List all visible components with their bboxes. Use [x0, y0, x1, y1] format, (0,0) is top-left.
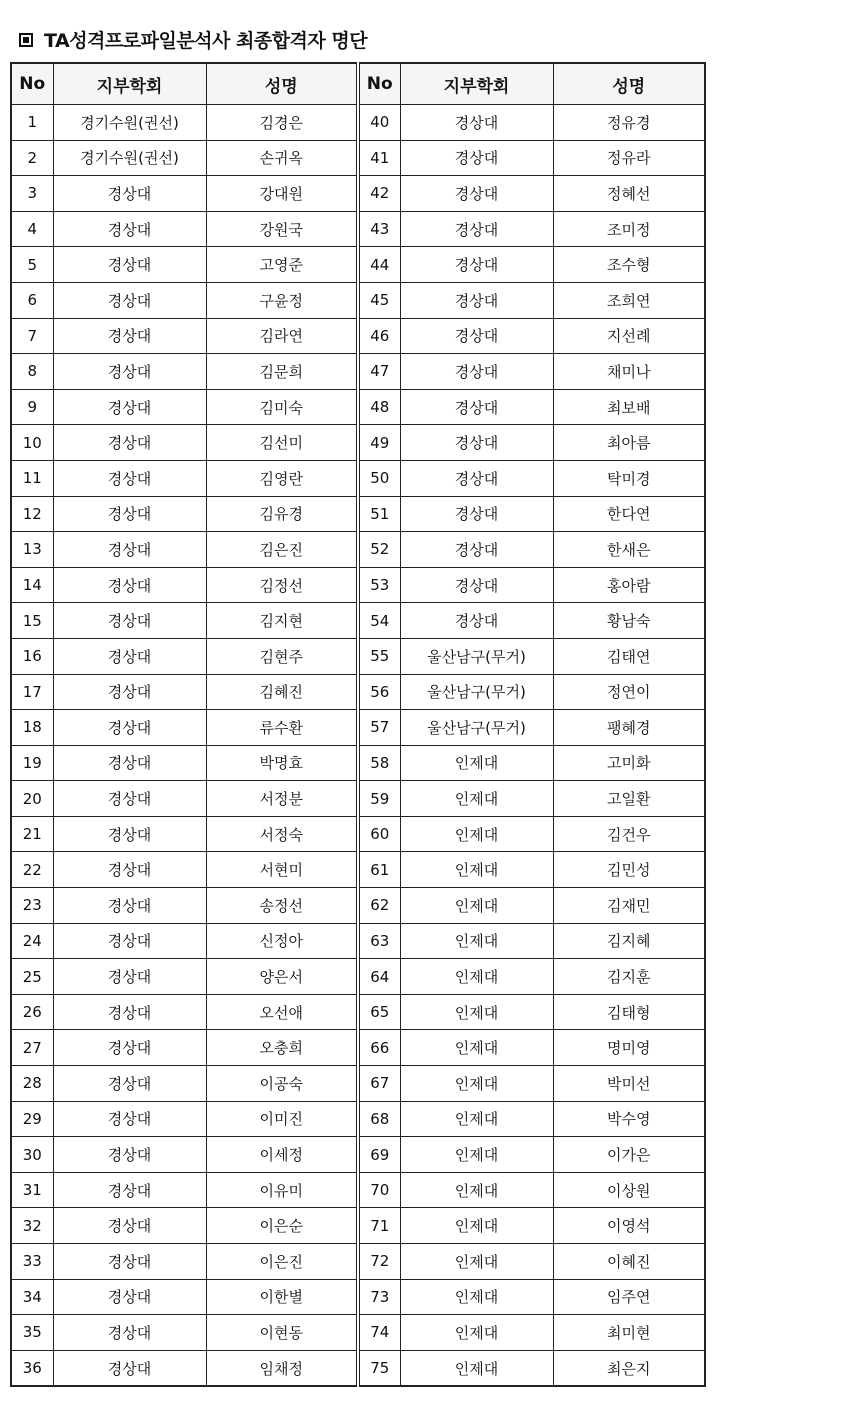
cell-name: 최은지 — [553, 1350, 705, 1386]
cell-no: 62 — [358, 888, 400, 924]
header-row — [11, 63, 705, 105]
cell-branch: 경상대 — [400, 567, 553, 603]
cell-no: 48 — [358, 389, 400, 425]
cell-name: 김현주 — [206, 638, 358, 674]
cell-branch: 경상대 — [400, 176, 553, 212]
table-row — [11, 282, 705, 318]
cell-name: 이혜진 — [553, 1244, 705, 1280]
cell-name: 이은진 — [206, 1244, 358, 1280]
cell-branch: 경상대 — [53, 389, 206, 425]
cell-name: 박명효 — [206, 745, 358, 781]
cell-name: 김문희 — [206, 354, 358, 390]
cell-name: 류수환 — [206, 710, 358, 746]
cell-name: 김라연 — [206, 318, 358, 354]
cell-branch: 인제대 — [400, 745, 553, 781]
cell-branch: 경상대 — [53, 247, 206, 283]
cell-name: 김태형 — [553, 994, 705, 1030]
cell-no: 24 — [11, 923, 53, 959]
cell-branch: 경상대 — [53, 888, 206, 924]
cell-no: 50 — [358, 460, 400, 496]
cell-name: 양은서 — [206, 959, 358, 995]
cell-name: 이가은 — [553, 1137, 705, 1173]
cell-no: 7 — [11, 318, 53, 354]
cell-name: 김건우 — [553, 816, 705, 852]
table-row — [11, 674, 705, 710]
cell-name: 한새은 — [553, 532, 705, 568]
cell-branch: 경상대 — [53, 567, 206, 603]
cell-no: 44 — [358, 247, 400, 283]
cell-no: 15 — [11, 603, 53, 639]
cell-no: 66 — [358, 1030, 400, 1066]
cell-branch: 경상대 — [53, 603, 206, 639]
cell-branch: 경상대 — [53, 425, 206, 461]
cell-name: 김지혜 — [553, 923, 705, 959]
cell-branch: 인제대 — [400, 888, 553, 924]
cell-branch: 인제대 — [400, 1101, 553, 1137]
cell-name: 이미진 — [206, 1101, 358, 1137]
cell-branch: 경상대 — [53, 1208, 206, 1244]
cell-branch: 경상대 — [53, 1030, 206, 1066]
table-row — [11, 816, 705, 852]
cell-no: 12 — [11, 496, 53, 532]
table-row — [11, 140, 705, 176]
cell-name: 김지현 — [206, 603, 358, 639]
cell-name: 박미선 — [553, 1066, 705, 1102]
cell-no: 29 — [11, 1101, 53, 1137]
cell-branch: 경상대 — [400, 603, 553, 639]
table-row — [11, 1244, 705, 1280]
cell-branch: 울산남구(무거) — [400, 710, 553, 746]
cell-no: 73 — [358, 1279, 400, 1315]
cell-branch: 경상대 — [53, 923, 206, 959]
cell-name: 이영석 — [553, 1208, 705, 1244]
page-title-text: TA성격프로파일분석사 최종합격자 명단 — [44, 30, 368, 52]
cell-branch: 경상대 — [400, 105, 553, 141]
cell-no: 8 — [11, 354, 53, 390]
cell-no: 19 — [11, 745, 53, 781]
table-row — [11, 1101, 705, 1137]
cell-name: 신정아 — [206, 923, 358, 959]
table-row — [11, 389, 705, 425]
cell-branch: 경상대 — [400, 496, 553, 532]
cell-branch: 경상대 — [53, 852, 206, 888]
cell-name: 채미나 — [553, 354, 705, 390]
cell-no: 61 — [358, 852, 400, 888]
cell-branch: 경상대 — [53, 460, 206, 496]
cell-no: 57 — [358, 710, 400, 746]
cell-branch: 경상대 — [400, 140, 553, 176]
cell-name: 조미정 — [553, 211, 705, 247]
cell-branch: 경기수원(권선) — [53, 140, 206, 176]
cell-no: 25 — [11, 959, 53, 995]
cell-branch: 인제대 — [400, 994, 553, 1030]
cell-branch: 경기수원(권선) — [53, 105, 206, 141]
cell-no: 43 — [358, 211, 400, 247]
cell-no: 18 — [11, 710, 53, 746]
cell-no: 6 — [11, 282, 53, 318]
table-row — [11, 852, 705, 888]
cell-branch: 경상대 — [53, 710, 206, 746]
cell-branch: 인제대 — [400, 816, 553, 852]
table-row — [11, 1208, 705, 1244]
table-row — [11, 354, 705, 390]
cell-name: 박수영 — [553, 1101, 705, 1137]
cell-no: 34 — [11, 1279, 53, 1315]
cell-branch: 경상대 — [400, 282, 553, 318]
table-row — [11, 211, 705, 247]
cell-branch: 인제대 — [400, 1066, 553, 1102]
header-no: No — [358, 63, 400, 105]
cell-no: 63 — [358, 923, 400, 959]
cell-name: 오충희 — [206, 1030, 358, 1066]
cell-no: 60 — [358, 816, 400, 852]
cell-name: 최아름 — [553, 425, 705, 461]
cell-no: 71 — [358, 1208, 400, 1244]
cell-branch: 경상대 — [53, 959, 206, 995]
table-row — [11, 425, 705, 461]
cell-name: 김태연 — [553, 638, 705, 674]
cell-name: 임주연 — [553, 1279, 705, 1315]
cell-name: 이한별 — [206, 1279, 358, 1315]
cell-name: 김은진 — [206, 532, 358, 568]
header-name: 성명 — [206, 63, 358, 105]
cell-name: 탁미경 — [553, 460, 705, 496]
cell-name: 명미영 — [553, 1030, 705, 1066]
cell-no: 52 — [358, 532, 400, 568]
cell-no: 58 — [358, 745, 400, 781]
cell-branch: 인제대 — [400, 923, 553, 959]
cell-no: 41 — [358, 140, 400, 176]
table-row — [11, 1315, 705, 1351]
cell-no: 17 — [11, 674, 53, 710]
cell-no: 31 — [11, 1172, 53, 1208]
cell-no: 46 — [358, 318, 400, 354]
cell-branch: 인제대 — [400, 1315, 553, 1351]
cell-branch: 울산남구(무거) — [400, 638, 553, 674]
cell-no: 49 — [358, 425, 400, 461]
cell-branch: 경상대 — [400, 425, 553, 461]
cell-no: 2 — [11, 140, 53, 176]
cell-branch: 경상대 — [400, 460, 553, 496]
cell-branch: 경상대 — [400, 247, 553, 283]
cell-no: 32 — [11, 1208, 53, 1244]
cell-branch: 경상대 — [53, 1279, 206, 1315]
table-row — [11, 959, 705, 995]
cell-branch: 경상대 — [53, 1137, 206, 1173]
cell-branch: 인제대 — [400, 1137, 553, 1173]
cell-no: 51 — [358, 496, 400, 532]
cell-name: 정혜선 — [553, 176, 705, 212]
cell-no: 59 — [358, 781, 400, 817]
table-row — [11, 1137, 705, 1173]
cell-name: 고영준 — [206, 247, 358, 283]
cell-no: 42 — [358, 176, 400, 212]
cell-name: 이현동 — [206, 1315, 358, 1351]
cell-branch: 인제대 — [400, 781, 553, 817]
cell-name: 오선애 — [206, 994, 358, 1030]
cell-no: 30 — [11, 1137, 53, 1173]
table-row — [11, 994, 705, 1030]
cell-branch: 경상대 — [53, 1244, 206, 1280]
cell-branch: 인제대 — [400, 1279, 553, 1315]
cell-branch: 경상대 — [400, 532, 553, 568]
cell-branch: 인제대 — [400, 1172, 553, 1208]
cell-no: 4 — [11, 211, 53, 247]
cell-no: 65 — [358, 994, 400, 1030]
cell-name: 김선미 — [206, 425, 358, 461]
header-branch: 지부학회 — [53, 63, 206, 105]
cell-no: 22 — [11, 852, 53, 888]
cell-name: 서정분 — [206, 781, 358, 817]
cell-name: 조수형 — [553, 247, 705, 283]
cell-branch: 경상대 — [400, 318, 553, 354]
cell-branch: 울산남구(무거) — [400, 674, 553, 710]
cell-no: 67 — [358, 1066, 400, 1102]
table-row — [11, 318, 705, 354]
cell-name: 김정선 — [206, 567, 358, 603]
cell-name: 홍아람 — [553, 567, 705, 603]
table-row — [11, 1066, 705, 1102]
roster-table — [10, 62, 706, 1387]
table-row — [11, 247, 705, 283]
cell-no: 72 — [358, 1244, 400, 1280]
cell-no: 13 — [11, 532, 53, 568]
cell-no: 40 — [358, 105, 400, 141]
table-row — [11, 1030, 705, 1066]
cell-no: 11 — [11, 460, 53, 496]
table-row — [11, 532, 705, 568]
page-title — [19, 26, 367, 53]
cell-name: 서정숙 — [206, 816, 358, 852]
cell-name: 이공숙 — [206, 1066, 358, 1102]
cell-branch: 인제대 — [400, 1350, 553, 1386]
cell-name: 이세정 — [206, 1137, 358, 1173]
cell-branch: 인제대 — [400, 1030, 553, 1066]
cell-branch: 인제대 — [400, 959, 553, 995]
cell-name: 지선례 — [553, 318, 705, 354]
cell-branch: 경상대 — [53, 781, 206, 817]
table-row — [11, 710, 705, 746]
table-row — [11, 1172, 705, 1208]
cell-name: 강대원 — [206, 176, 358, 212]
cell-no: 68 — [358, 1101, 400, 1137]
cell-name: 김혜진 — [206, 674, 358, 710]
cell-no: 74 — [358, 1315, 400, 1351]
cell-branch: 경상대 — [53, 1172, 206, 1208]
cell-no: 21 — [11, 816, 53, 852]
cell-no: 26 — [11, 994, 53, 1030]
cell-branch: 경상대 — [53, 354, 206, 390]
cell-name: 최보배 — [553, 389, 705, 425]
cell-no: 23 — [11, 888, 53, 924]
cell-branch: 경상대 — [53, 745, 206, 781]
cell-branch: 경상대 — [400, 389, 553, 425]
cell-branch: 인제대 — [400, 852, 553, 888]
cell-branch: 경상대 — [53, 318, 206, 354]
cell-name: 서현미 — [206, 852, 358, 888]
table-row — [11, 638, 705, 674]
table-row — [11, 460, 705, 496]
cell-no: 36 — [11, 1350, 53, 1386]
cell-name: 구윤정 — [206, 282, 358, 318]
cell-name: 김민성 — [553, 852, 705, 888]
cell-branch: 경상대 — [53, 638, 206, 674]
cell-branch: 경상대 — [53, 1101, 206, 1137]
cell-branch: 경상대 — [53, 176, 206, 212]
cell-no: 47 — [358, 354, 400, 390]
cell-name: 김재민 — [553, 888, 705, 924]
cell-branch: 경상대 — [53, 1066, 206, 1102]
cell-name: 고미화 — [553, 745, 705, 781]
table-row — [11, 923, 705, 959]
cell-no: 1 — [11, 105, 53, 141]
cell-name: 김유경 — [206, 496, 358, 532]
table-row — [11, 105, 705, 141]
cell-no: 28 — [11, 1066, 53, 1102]
cell-name: 김영란 — [206, 460, 358, 496]
cell-no: 20 — [11, 781, 53, 817]
table-row — [11, 1350, 705, 1386]
cell-no: 54 — [358, 603, 400, 639]
cell-branch: 경상대 — [53, 674, 206, 710]
cell-no: 33 — [11, 1244, 53, 1280]
cell-branch: 경상대 — [53, 496, 206, 532]
cell-name: 황남숙 — [553, 603, 705, 639]
table-row — [11, 888, 705, 924]
cell-no: 9 — [11, 389, 53, 425]
table-row — [11, 1279, 705, 1315]
cell-no: 27 — [11, 1030, 53, 1066]
cell-branch: 경상대 — [400, 211, 553, 247]
cell-name: 김미숙 — [206, 389, 358, 425]
cell-name: 정연이 — [553, 674, 705, 710]
cell-no: 16 — [11, 638, 53, 674]
cell-name: 손귀옥 — [206, 140, 358, 176]
cell-no: 64 — [358, 959, 400, 995]
cell-branch: 인제대 — [400, 1208, 553, 1244]
table-row — [11, 176, 705, 212]
cell-name: 팽혜경 — [553, 710, 705, 746]
cell-no: 69 — [358, 1137, 400, 1173]
cell-name: 최미현 — [553, 1315, 705, 1351]
cell-no: 45 — [358, 282, 400, 318]
cell-no: 55 — [358, 638, 400, 674]
cell-name: 정유경 — [553, 105, 705, 141]
cell-name: 고일환 — [553, 781, 705, 817]
cell-name: 강원국 — [206, 211, 358, 247]
cell-branch: 경상대 — [53, 211, 206, 247]
cell-branch: 경상대 — [53, 532, 206, 568]
filled-square-icon — [19, 33, 33, 47]
cell-name: 한다연 — [553, 496, 705, 532]
cell-name: 김지훈 — [553, 959, 705, 995]
cell-branch: 경상대 — [53, 1350, 206, 1386]
cell-no: 53 — [358, 567, 400, 603]
cell-no: 56 — [358, 674, 400, 710]
cell-name: 임채정 — [206, 1350, 358, 1386]
cell-branch: 경상대 — [53, 1315, 206, 1351]
cell-no: 3 — [11, 176, 53, 212]
cell-no: 70 — [358, 1172, 400, 1208]
cell-no: 75 — [358, 1350, 400, 1386]
cell-no: 10 — [11, 425, 53, 461]
cell-branch: 인제대 — [400, 1244, 553, 1280]
cell-name: 송정선 — [206, 888, 358, 924]
cell-name: 이은순 — [206, 1208, 358, 1244]
header-name: 성명 — [553, 63, 705, 105]
cell-name: 조희연 — [553, 282, 705, 318]
cell-name: 이유미 — [206, 1172, 358, 1208]
cell-name: 정유라 — [553, 140, 705, 176]
table-row — [11, 781, 705, 817]
cell-no: 14 — [11, 567, 53, 603]
cell-branch: 경상대 — [53, 282, 206, 318]
cell-branch: 경상대 — [53, 994, 206, 1030]
cell-no: 35 — [11, 1315, 53, 1351]
table-row — [11, 603, 705, 639]
cell-branch: 경상대 — [53, 816, 206, 852]
table-row — [11, 496, 705, 532]
header-no: No — [11, 63, 53, 105]
table-row — [11, 745, 705, 781]
roster-body — [11, 105, 705, 1387]
cell-name: 김경은 — [206, 105, 358, 141]
cell-no: 5 — [11, 247, 53, 283]
header-branch: 지부학회 — [400, 63, 553, 105]
table-row — [11, 567, 705, 603]
cell-name: 이상원 — [553, 1172, 705, 1208]
cell-branch: 경상대 — [400, 354, 553, 390]
